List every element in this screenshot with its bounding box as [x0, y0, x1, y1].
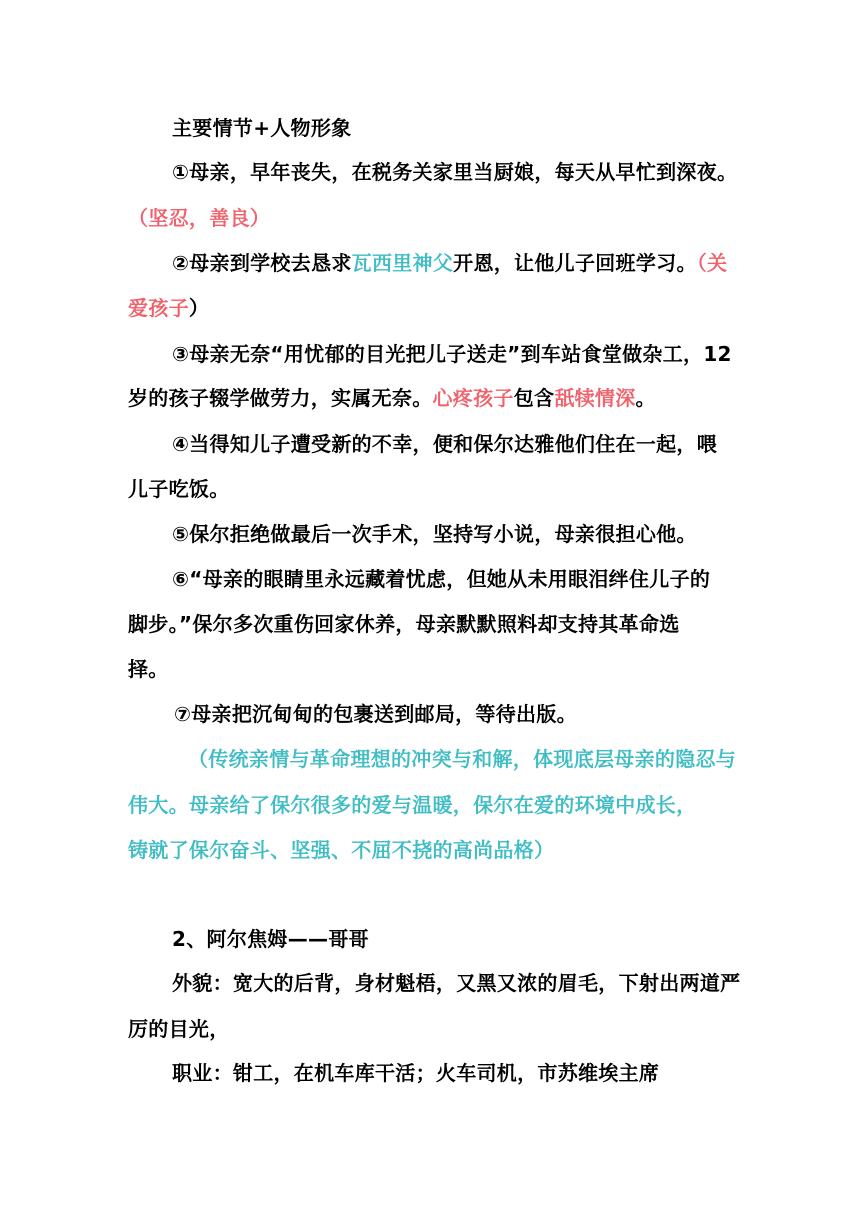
occupation-line: 职业：钳工，在机车库干活；火车司机，市苏维埃主席 — [172, 1061, 660, 1085]
item-2-trait-start: （关 — [696, 251, 728, 275]
item-2-close-paren: ） — [188, 296, 210, 320]
item-6-line-2: 脚步。”保尔多次重伤回家休养，母亲默默照料却支持其革命选 — [128, 612, 680, 636]
section-heading: 主要情节+人物形象 — [172, 116, 352, 140]
item-7-line-1: ⑦母亲把沉甸甸的包裹送到邮局，等待出版。 — [174, 702, 577, 726]
item-2-text-c: 开恩，让他儿子回班学习。 — [453, 251, 697, 275]
item-2-trait-end: 爱孩子 — [128, 296, 189, 320]
appearance-line-1: 外貌：宽大的后背，身材魁梧，又黑又浓的眉毛，下射出两道严 — [172, 971, 741, 995]
item-4-line-2: 儿子吃饭。 — [128, 477, 230, 501]
item-5-line-1: ⑤保尔拒绝做最后一次手术，坚持写小说，母亲很担心他。 — [172, 522, 697, 546]
item-1-trait: （坚忍，善良） — [128, 206, 271, 230]
item-6-line-1: ⑥“母亲的眼睛里永远藏着忧虑，但她从未用眼泪绊住儿子的 — [172, 567, 711, 591]
summary-line-1: （传统亲情与革命理想的冲突与和解，体现底层母亲的隐忍与 — [188, 747, 737, 771]
item-3-highlight-1: 心疼孩子 — [432, 386, 514, 410]
summary-line-3: 铸就了保尔奋斗、坚强、不屈不挠的高尚品格） — [128, 838, 555, 862]
item-3-line-2 — [128, 385, 656, 411]
summary-line-2: 伟大。母亲给了保尔很多的爱与温暖，保尔在爱的环境中成长， — [128, 793, 697, 817]
item-3-text-a: 岁的孩子辍学做劳力，实属无奈。 — [128, 386, 433, 410]
item-3-highlight-2: 舐犊情深 — [554, 386, 636, 410]
item-2-line-2 — [128, 295, 209, 321]
item-2-text-a: ②母亲到学校去恳求 — [172, 251, 352, 275]
item-6-line-3: 择。 — [128, 657, 169, 681]
item-1-line-1: ①母亲，早年丧失，在税务关家里当厨娘，每天从早忙到深夜。 — [172, 160, 738, 184]
item-3-text-c: 包含 — [513, 386, 555, 410]
item-3-line-1: ③母亲无奈“用忧郁的目光把儿子送走”到车站食堂做杂工，12 — [172, 342, 732, 366]
appearance-line-2: 厉的目光， — [128, 1017, 230, 1041]
item-2-priest-name: 瓦西里神父 — [351, 251, 454, 275]
item-2-line-1 — [172, 250, 727, 276]
section-2-heading: 2、阿尔焦姆——哥哥 — [172, 927, 369, 951]
item-4-line-1: ④当得知儿子遭受新的不幸，便和保尔达雅他们住在一起，喂 — [172, 432, 718, 456]
item-3-text-e: 。 — [635, 386, 656, 410]
